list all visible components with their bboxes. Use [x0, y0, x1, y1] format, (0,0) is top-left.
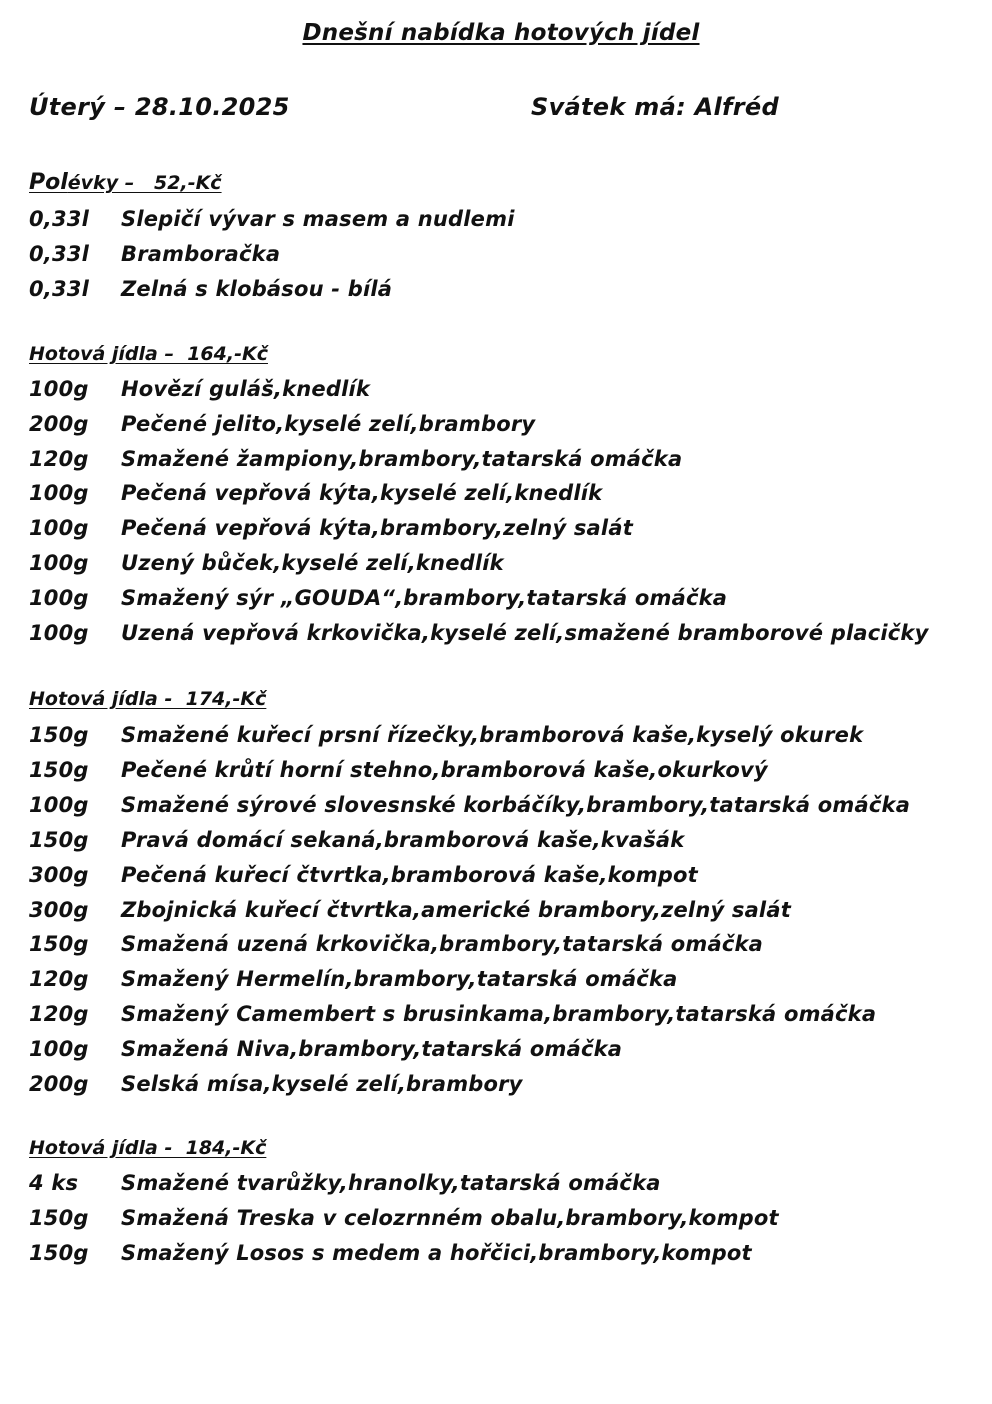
item-quantity: 100g [29, 516, 89, 540]
section-header-soups-rest: évky – 52,-Kč [67, 172, 222, 194]
section-header-soups-big: Pol [29, 170, 68, 195]
list-item [29, 1236, 752, 1270]
item-quantity: 120g [29, 1002, 89, 1026]
item-name: Smažená Treska v celozrnném obalu,brambory,kompot [121, 1206, 779, 1230]
item-quantity: 200g [29, 412, 89, 436]
list-item [29, 1166, 661, 1200]
section-header-meals-164: Hotová jídla – 164,-Kč [29, 343, 268, 365]
item-quantity: 120g [29, 447, 89, 471]
item-quantity: 150g [29, 758, 89, 782]
list-item [29, 893, 791, 927]
list-item [29, 407, 535, 441]
item-name: Zbojnická kuřecí čtvrtka,americké brambory,zelný salát [121, 898, 791, 922]
item-name: Selská mísa,kyselé zelí,brambory [121, 1072, 523, 1096]
list-item [29, 442, 682, 476]
item-name: Smažený Losos s medem a hořčici,brambory,kompot [121, 1241, 752, 1265]
list-item [29, 1032, 622, 1066]
item-quantity: 100g [29, 481, 89, 505]
list-item [29, 718, 863, 752]
list-item [29, 202, 515, 236]
date-label: Úterý – 28.10.2025 [29, 93, 290, 121]
item-name: Uzená vepřová krkovička,kyselé zelí,smažené bramborové placičky [121, 621, 929, 645]
item-name: Smažená uzená krkovička,brambory,tatarská omáčka [121, 932, 764, 956]
item-name: Smažené žampiony,brambory,tatarská omáčka [121, 447, 683, 471]
item-name: Smažený sýr „GOUDA“,brambory,tatarská omáčka [121, 586, 728, 610]
item-quantity: 100g [29, 551, 89, 575]
item-name: Smažené tvarůžky,hranolky,tatarská omáčka [121, 1171, 661, 1195]
list-item [29, 997, 876, 1031]
list-item [29, 1067, 523, 1101]
item-name: Smažené sýrové slovesnské korbáčíky,brambory,tatarská omáčka [121, 793, 911, 817]
item-name: Smažené kuřecí prsní řízečky,bramborová kaše,kyselý okurek [121, 723, 864, 747]
item-name: Bramboračka [121, 242, 281, 266]
item-name: Slepičí vývar s masem a nudlemi [121, 207, 515, 231]
item-quantity: 0,33l [29, 207, 90, 231]
item-quantity: 150g [29, 1241, 89, 1265]
item-name: Pravá domácí sekaná,bramborová kaše,kvašák [121, 828, 685, 852]
list-item [29, 372, 370, 406]
item-name: Pečené jelito,kyselé zelí,brambory [121, 412, 536, 436]
page-title: Dnešní nabídka hotových jídel [302, 20, 700, 46]
item-quantity: 300g [29, 863, 89, 887]
list-item [29, 927, 763, 961]
list-item [29, 272, 392, 306]
item-quantity: 100g [29, 1037, 89, 1061]
list-item [29, 858, 698, 892]
item-name: Pečená kuřecí čtvrtka,bramborová kaše,kompot [121, 863, 698, 887]
item-quantity: 300g [29, 898, 89, 922]
list-item [29, 546, 504, 580]
item-name: Pečené krůtí horní stehno,bramborová kaše,okurkový [121, 758, 768, 782]
section-header-meals-174: Hotová jídla - 174,-Kč [29, 688, 267, 710]
item-quantity: 120g [29, 967, 89, 991]
section-header-soups [29, 170, 222, 195]
item-quantity: 0,33l [29, 277, 90, 301]
item-quantity: 0,33l [29, 242, 90, 266]
item-quantity: 100g [29, 793, 89, 817]
list-item [29, 823, 684, 857]
list-item [29, 237, 280, 271]
list-item [29, 1201, 779, 1235]
item-name: Zelná s klobásou - bílá [121, 277, 393, 301]
list-item [29, 962, 678, 996]
item-name: Hovězí guláš,knedlík [121, 377, 371, 401]
list-item [29, 753, 768, 787]
list-item [29, 511, 633, 545]
item-quantity: 150g [29, 1206, 89, 1230]
item-quantity: 150g [29, 932, 89, 956]
nameday-label: Svátek má: Alfréd [531, 93, 779, 121]
item-quantity: 150g [29, 828, 89, 852]
section-header-meals-184: Hotová jídla - 184,-Kč [29, 1137, 267, 1159]
item-quantity: 200g [29, 1072, 89, 1096]
item-quantity: 100g [29, 377, 89, 401]
list-item [29, 476, 602, 510]
item-quantity: 150g [29, 723, 89, 747]
item-quantity: 100g [29, 586, 89, 610]
item-name: Smažená Niva,brambory,tatarská omáčka [121, 1037, 623, 1061]
item-name: Pečená vepřová kýta,kyselé zelí,knedlík [121, 481, 603, 505]
item-name: Pečená vepřová kýta,brambory,zelný salát [121, 516, 633, 540]
item-name: Smažený Camembert s brusinkama,brambory,tatarská omáčka [121, 1002, 877, 1026]
item-quantity: 4 ks [29, 1171, 79, 1195]
item-name: Uzený bůček,kyselé zelí,knedlík [121, 551, 504, 575]
list-item [29, 788, 910, 822]
item-quantity: 100g [29, 621, 89, 645]
list-item [29, 581, 727, 615]
item-name: Smažený Hermelín,brambory,tatarská omáčka [121, 967, 678, 991]
list-item [29, 616, 928, 650]
